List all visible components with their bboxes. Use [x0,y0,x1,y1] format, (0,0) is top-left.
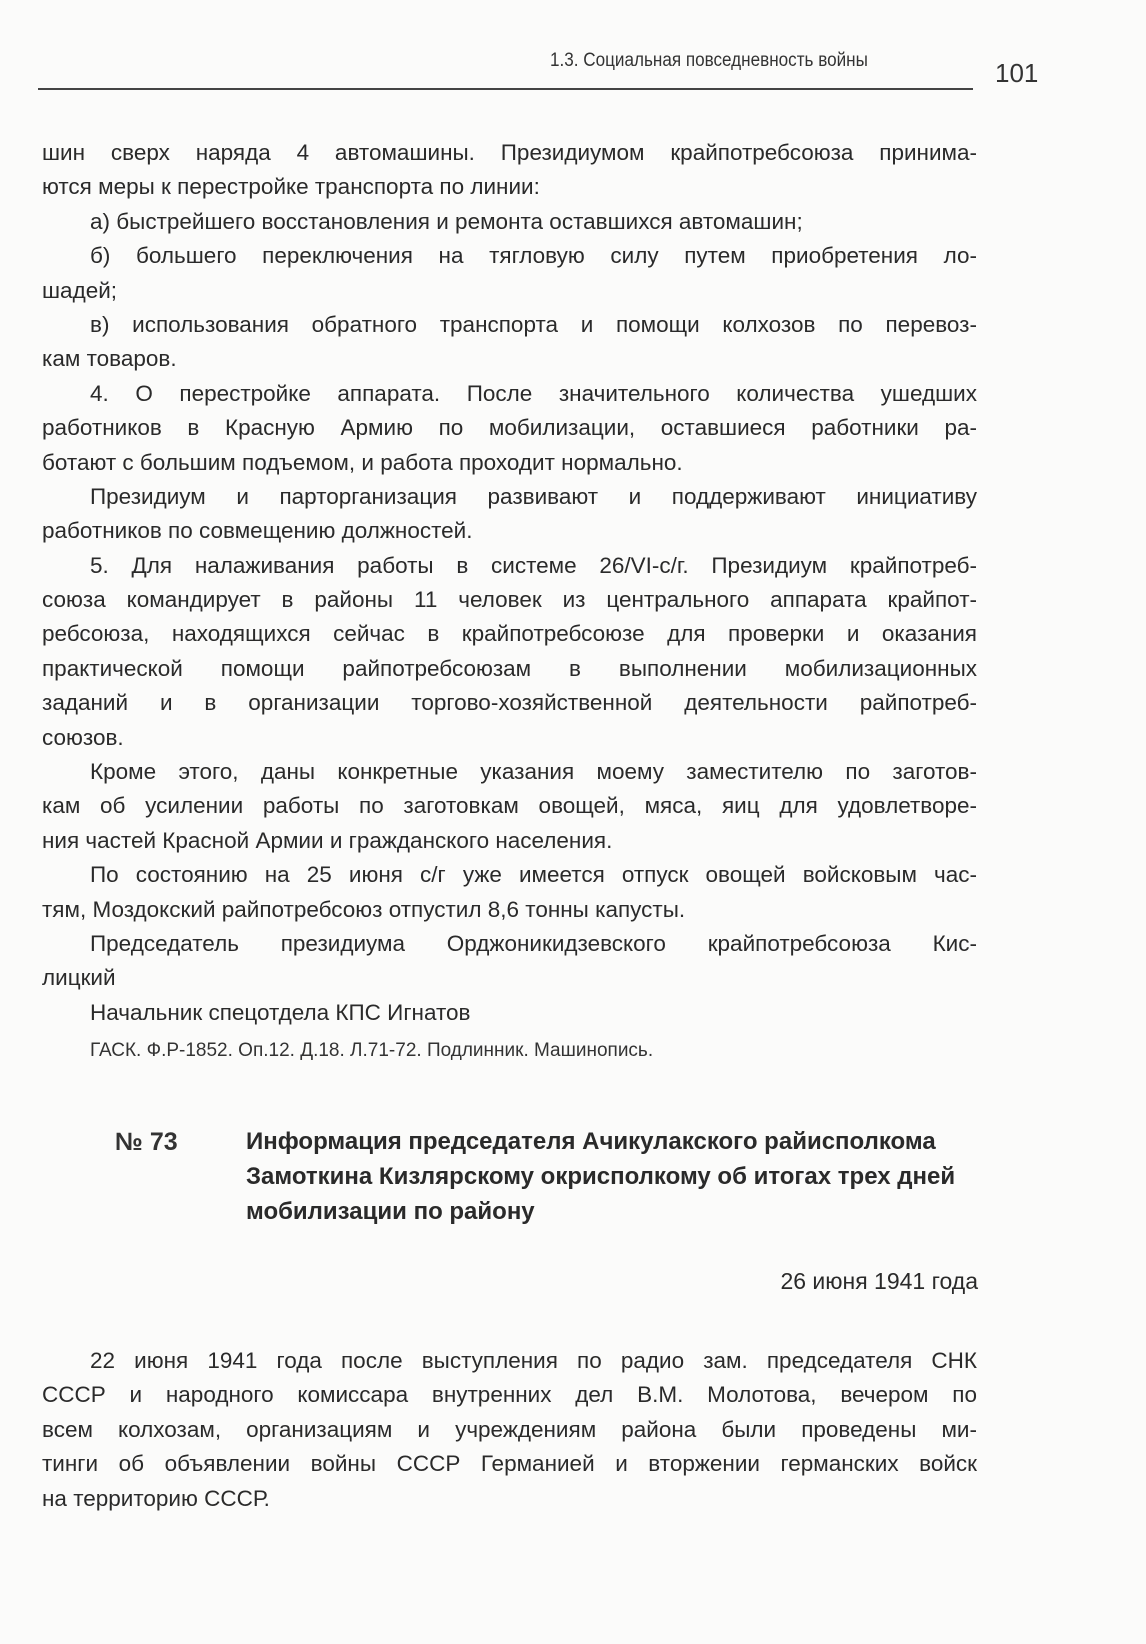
text-line: кам об усилении работы по заготовкам овощей, мяса, яиц для удовлетворе- [42,793,977,819]
text-line: в) использования обратного транспорта и помощи колхозов по перевоз- [90,311,977,337]
text-line: всем колхозам, организациям и учреждениям района были проведены ми- [42,1416,977,1442]
page-number: 101 [995,58,1039,88]
text-line: 4. О перестройке аппарата. После значительного количества ушедших [90,380,977,406]
text-line: 5. Для налаживания работы в системе 26/VI-с/г. Президиум крайпотреб- [90,552,977,578]
archive-reference: ГАСК. Ф.Р-1852. Оп.12. Д.18. Л.71-72. Подлинник. Машинопись. [90,1040,654,1061]
text-line: Президиум и парторганизация развивают и поддерживают инициативу [90,483,977,509]
header-rule [38,88,973,90]
text-line: ются меры к перестройке транспорта по линии: [42,174,540,200]
text-line: б) большего переключения на тягловую силу путем приобретения ло- [90,243,977,269]
text-line: работников по совмещению должностей. [42,518,473,544]
text-line: шин сверх наряда 4 автомашины. Президиумом крайпотребсоюза принима- [42,140,977,165]
text-line: союза командирует в районы 11 человек из центрального аппарата крайпот- [42,587,977,613]
text-line: кам товаров. [42,346,177,372]
document-title: Информация председателя Ачикулакского райисполкома Замоткина Кизлярскому окрисполкому об итогах трех дней мобилизации по району [246,1128,956,1225]
text-line: ребсоюза, находящихся сейчас в крайпотребсоюзе для проверки и оказания [42,621,977,647]
text-line: Начальник спецотдела КПС Игнатов [90,999,471,1025]
text-line: 22 июня 1941 года после выступления по радио зам. председателя СНК [90,1348,977,1373]
text-line: ботают с большим подъемом, и работа проходит нормально. [42,449,683,475]
text-line: Кроме этого, даны конкретные указания моему заместителю по заготов- [90,759,977,785]
text-line: тям, Моздокский райпотребсоюз отпустил 8,6 тонны капусты. [42,896,686,922]
text-line: а) быстрейшего восстановления и ремонта оставшихся автомашин; [90,208,803,234]
document-body-text [42,1344,977,1516]
body-text [42,136,977,1030]
text-line: тинги об объявлении войны СССР Германией и вторжении германских войск [42,1451,977,1477]
document-date: 26 июня 1941 года [780,1268,978,1294]
text-line: работников в Красную Армию по мобилизации, оставшиеся работники ра- [42,415,977,441]
document-number: № 73 [115,1128,178,1156]
text-line: заданий и в организации торгово-хозяйственной деятельности райпотреб- [42,690,977,716]
text-line: шадей; [42,277,118,303]
text-line: практической помощи райпотребсоюзам в выполнении мобилизационных [42,655,977,681]
text-line: союзов. [42,724,124,750]
text-line: на территорию СССР. [42,1485,270,1511]
text-line: СССР и народного комиссара внутренних дел В.М. Молотова, вечером по [42,1382,977,1408]
text-line: По состоянию на 25 июня с/г уже имеется отпуск овощей войсковым час- [90,862,977,888]
text-line: Председатель президиума Орджоникидзевского крайпотребсоюза Кис- [90,930,977,956]
running-title: 1.3. Социальная повседневность войны [550,50,868,71]
text-line: лицкий [42,965,116,991]
text-line: ния частей Красной Армии и гражданского населения. [42,827,613,853]
